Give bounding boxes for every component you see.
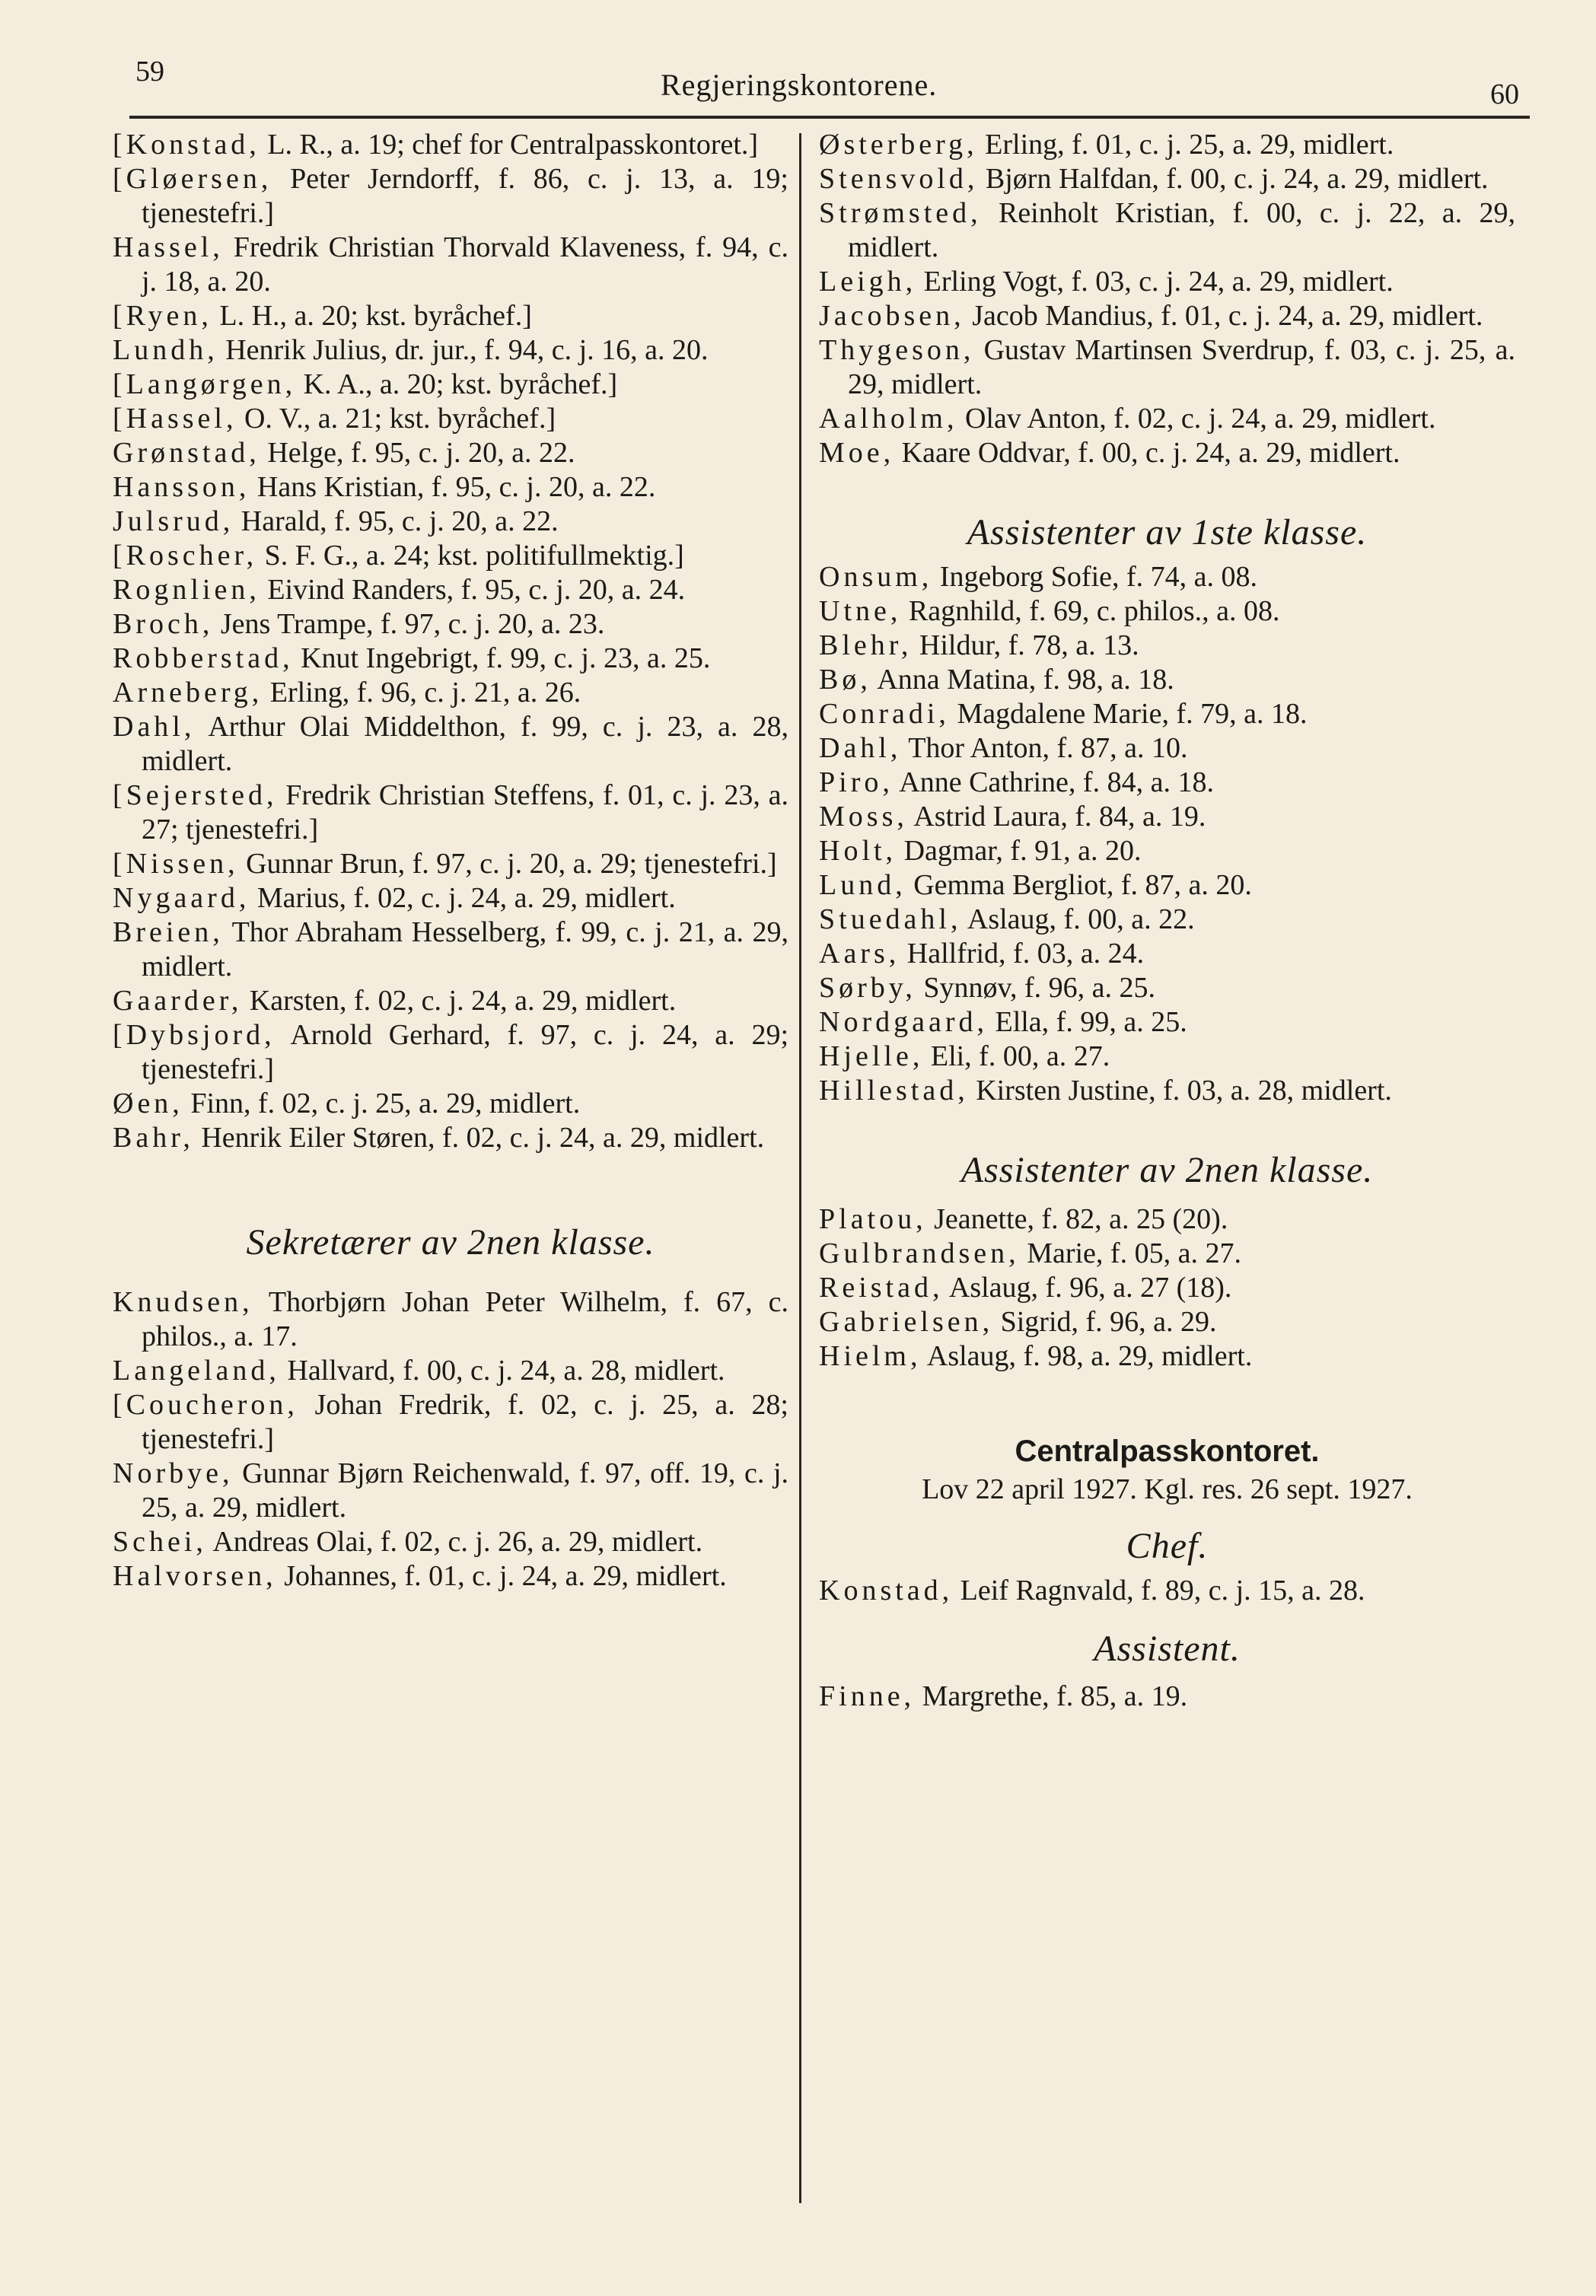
running-title: Regjeringskontorene. [661,68,938,102]
list-item [113,847,788,881]
list-item [113,470,788,505]
list-item [819,937,1515,971]
entry-details: Olav Anton, f. 02, c. j. 24, a. 29, midlert. [957,403,1436,435]
entry-details: Hans Kristian, f. 95, c. j. 20, a. 22. [250,471,656,503]
list-item [113,1121,788,1155]
entry-surname: Moe, [819,437,895,469]
entry-details: L. R., a. 19; chef for Centralpasskontoret.] [260,129,759,161]
entry-surname: Onsum, [819,561,933,593]
entry-details: Thor Anton, f. 87, a. 10. [901,732,1188,764]
entry-surname: Norbye, [113,1457,234,1489]
entry-details: Thorbjørn Johan Peter Wilhelm, f. 67, c. philos., a. 17. [142,1286,788,1352]
entry-details: Kaare Oddvar, f. 00, c. j. 24, a. 29, midlert. [894,437,1400,469]
entry-surname: Stuedahl, [819,903,962,935]
entry-details: Henrik Julius, dr. jur., f. 94, c. j. 16, a. 20. [218,334,709,366]
entry-surname: Hielm, [819,1340,922,1372]
list-item [819,697,1515,731]
entry-details: Arnold Gerhard, f. 97, c. j. 24, a. 29; tjenestefri.] [142,1019,788,1085]
list-item [113,984,788,1018]
list-item [819,436,1515,470]
entry-surname: Julsrud, [113,505,234,537]
section-heading-assistenter-1: Assistenter av 1ste klasse. [967,512,1368,553]
entry-surname: Knudsen, [113,1286,253,1318]
assistenter-2-list [819,1202,1515,1374]
list-item [819,1074,1515,1108]
list-item [819,1237,1515,1271]
entry-surname: Broch, [113,608,214,640]
entry-details: Finn, f. 02, c. j. 25, a. 29, midlert. [183,1087,581,1119]
entry-details: Knut Ingebrigt, f. 99, c. j. 23, a. 25. [293,642,711,674]
entry-details: Hildur, f. 78, a. 13. [912,629,1139,661]
entry-details: Peter Jerndorff, f. 86, c. j. 13, a. 19; tjenestefri.] [142,163,788,229]
entry-surname: Arneberg, [113,677,263,709]
entry-details: Marie, f. 05, a. 27. [1019,1237,1241,1269]
entry-surname: Nordgaard, [819,1006,988,1038]
list-item [819,333,1515,402]
secretary-list-continued [819,128,1515,470]
entry-details: Aslaug, f. 96, a. 27 (18). [943,1272,1232,1304]
entry-surname: Robberstad, [113,642,294,674]
list-item [819,971,1515,1005]
entry-details: Marius, f. 02, c. j. 24, a. 29, midlert. [250,882,676,914]
list-item [113,368,788,402]
entry-details: Bjørn Halfdan, f. 00, c. j. 24, a. 29, midlert. [978,163,1489,195]
entry-details: Thor Abraham Hesselberg, f. 99, c. j. 21, a. 29, midlert. [142,916,788,982]
list-item [113,676,788,710]
entry-details: Sigrid, f. 96, a. 29. [993,1306,1217,1338]
chef-entry [819,1574,1515,1608]
left-column [113,128,788,1594]
entry-surname: Lund, [819,869,906,901]
entry-details: Gunnar Brun, f. 97, c. j. 20, a. 29; tjenestefri.] [238,848,777,880]
assistent-entry [819,1680,1515,1714]
entry-details: Ragnhild, f. 69, c. philos., a. 08. [901,595,1280,627]
entry-surname: Piro, [819,766,894,798]
list-item [819,731,1515,766]
entry-surname: Aars, [819,938,900,970]
list-item [113,299,788,333]
list-item [819,1305,1515,1339]
section-heading-chef: Chef. [1126,1526,1209,1566]
entry-details: O. V., a. 21; kst. byråchef.] [237,403,556,435]
entry-details: Anne Cathrine, f. 84, a. 18. [893,766,1214,798]
entry-surname: Utne, [819,595,902,627]
entry-details: Astrid Laura, f. 84, a. 19. [907,801,1206,833]
entry-surname: Rognlien, [113,574,260,606]
entry-surname: Hillestad, [819,1075,969,1107]
list-item [113,916,788,984]
entry-surname: [Nissen, [113,848,239,880]
list-item [113,436,788,470]
right-column [819,128,1515,1714]
entry-surname: [Dybsjord, [113,1019,276,1051]
entry-surname: Strømsted, [819,197,982,229]
entry-details: Kirsten Justine, f. 03, a. 28, midlert. [968,1075,1392,1107]
entry-surname: Reistad, [819,1272,944,1304]
entry-details: Hallfrid, f. 03, a. 24. [900,938,1145,970]
entry-surname: Dahl, [819,732,902,764]
entry-details: Fredrik Christian Thorvald Klaveness, f. 94, c. j. 18, a. 20. [142,231,788,298]
list-item [819,196,1515,265]
entry-surname: Gaarder, [113,985,243,1017]
entry-details: Jacob Mandius, f. 01, c. j. 24, a. 29, midlert. [964,300,1483,332]
entry-surname: Konstad, [819,1575,954,1607]
list-item [819,162,1515,196]
list-item [819,868,1515,903]
entry-details: Ella, f. 99, a. 25. [987,1006,1187,1038]
entry-surname: Stensvold, [819,163,979,195]
list-item [113,1559,788,1594]
entry-surname: Holt, [819,835,897,867]
entry-details: K. A., a. 20; kst. byråchef.] [296,368,618,400]
entry-surname: [Sejersted, [113,779,278,811]
entry-details: Karsten, f. 02, c. j. 24, a. 29, midlert. [242,985,677,1017]
secretary-list [113,128,788,1155]
entry-details: S. F. G., a. 24; kst. politifullmektig.] [257,540,684,572]
section-heading-sekretaerer: Sekretærer av 2nen klasse. [246,1222,655,1263]
list-item [819,1005,1515,1040]
list-item [113,1018,788,1087]
entry-surname: Langeland, [113,1355,280,1387]
entry-details: Arthur Olai Middelthon, f. 99, c. j. 23, a. 28, midlert. [142,711,788,777]
list-item [113,1354,788,1388]
entry-details: Reinholt Kristian, f. 00, c. j. 22, a. 29, midlert. [848,197,1515,263]
entry-surname: Nygaard, [113,882,250,914]
list-item [113,231,788,299]
entry-details: Johannes, f. 01, c. j. 24, a. 29, midlert. [276,1560,727,1592]
list-item [113,162,788,231]
entry-details: Aslaug, f. 00, a. 22. [961,903,1195,935]
entry-surname: Conradi, [819,698,950,730]
entry-surname: Platou, [819,1203,927,1235]
entry-surname: [Coucheron, [113,1389,298,1421]
entry-surname: [Hassel, [113,403,237,435]
list-item [819,1040,1515,1074]
list-item [819,594,1515,629]
entry-details: Hallvard, f. 00, c. j. 24, a. 28, midlert. [279,1355,725,1387]
entry-surname: Aalholm, [819,403,958,435]
list-item [819,402,1515,436]
entry-details: L. H., a. 20; kst. byråchef.] [212,300,532,332]
entry-details: Henrik Eiler Støren, f. 02, c. j. 24, a. 29, midlert. [193,1122,765,1154]
list-item [819,299,1515,333]
page-number-left: 59 [135,56,164,88]
entry-surname: Hassel, [113,231,224,263]
list-item [113,539,788,573]
entry-surname: [Ryen, [113,300,212,332]
entry-details: Harald, f. 95, c. j. 20, a. 22. [234,505,559,537]
entry-surname: [Gløersen, [113,163,272,195]
list-item [819,265,1515,299]
list-item [819,663,1515,697]
assistenter-1-list [819,560,1515,1108]
entry-surname: Bø, [819,664,871,696]
entry-details: Andreas Olai, f. 02, c. j. 26, a. 29, midlert. [206,1526,703,1558]
entry-details: Dagmar, f. 91, a. 20. [897,835,1142,867]
entry-details: Margrethe, f. 85, a. 19. [915,1680,1188,1712]
entry-details: Gemma Bergliot, f. 87, a. 20. [906,869,1252,901]
entry-surname: [Roscher, [113,540,258,572]
entry-surname: Blehr, [819,629,913,661]
entry-details: Eivind Randers, f. 95, c. j. 20, a. 24. [260,574,686,606]
entry-details: Aslaug, f. 98, a. 29, midlert. [921,1340,1253,1372]
entry-details: Gunnar Bjørn Reichenwald, f. 97, off. 19, c. j. 25, a. 29, midlert. [142,1457,788,1524]
list-item [819,1202,1515,1237]
entry-surname: Schei, [113,1526,207,1558]
list-item [113,573,788,607]
list-item [113,642,788,676]
entry-surname: Grønstad, [113,437,260,469]
entry-details: Helge, f. 95, c. j. 20, a. 22. [260,437,575,469]
page-number-right: 60 [1490,78,1519,110]
entry-details: Jeanette, f. 82, a. 25 (20). [926,1203,1228,1235]
entry-details: Magdalene Marie, f. 79, a. 18. [949,698,1308,730]
office-heading-centralpass: Centralpasskontoret. [1015,1435,1320,1468]
entry-surname: Halvorsen, [113,1560,277,1592]
section-heading-assistent: Assistent. [1094,1629,1241,1669]
list-item [819,629,1515,663]
entry-surname: Breien, [113,916,224,948]
list-item [113,333,788,368]
list-item [113,1087,788,1121]
entry-details: Erling Vogt, f. 03, c. j. 24, a. 29, midlert. [916,266,1394,298]
entry-surname: [Langørgen, [113,368,297,400]
list-item [819,903,1515,937]
entry-details: Fredrik Christian Steffens, f. 01, c. j. 23, a. 27; tjenestefri.] [142,779,788,845]
entry-surname: Finne, [819,1680,916,1712]
list-item [819,834,1515,868]
entry-details: Jens Trampe, f. 97, c. j. 20, a. 23. [213,608,605,640]
entry-details: Synnøv, f. 96, a. 25. [916,972,1156,1004]
entry-surname: Sørby, [819,972,916,1004]
entry-surname: Øen, [113,1087,183,1119]
list-item [113,1525,788,1559]
entry-surname: Lundh, [113,334,218,366]
list-item [819,1339,1515,1374]
entry-surname: Thygeson, [819,334,975,366]
entry-surname: Hansson, [113,471,250,503]
list-item [819,128,1515,162]
entry-surname: Gabrielsen, [819,1306,994,1338]
list-item [819,800,1515,834]
entry-surname: Jacobsen, [819,300,965,332]
entry-surname: Leigh, [819,266,917,298]
list-item [113,607,788,642]
list-item [113,505,788,539]
list-item [113,710,788,779]
entry-surname: Bahr, [113,1122,194,1154]
list-item [819,1271,1515,1305]
entry-details: Anna Matina, f. 98, a. 18. [871,664,1174,696]
list-item [113,1457,788,1525]
list-item [113,1285,788,1354]
entry-details: Erling, f. 96, c. j. 21, a. 26. [263,677,581,709]
list-item [113,779,788,847]
entry-details: Leif Ragnvald, f. 89, c. j. 15, a. 28. [953,1575,1365,1607]
entry-details: Eli, f. 00, a. 27. [923,1040,1110,1072]
entry-surname: Østerberg, [819,129,978,161]
entry-surname: Gulbrandsen, [819,1237,1020,1269]
list-item [819,766,1515,800]
entry-surname: [Konstad, [113,129,260,161]
header-rule [129,116,1530,119]
list-item [113,881,788,916]
list-item [113,402,788,436]
list-item [819,560,1515,594]
entry-details: Ingeborg Sofie, f. 74, a. 08. [932,561,1258,593]
entry-surname: Hjelle, [819,1040,924,1072]
list-item [113,128,788,162]
entry-details: Gustav Martinsen Sverdrup, f. 03, c. j. 25, a. 29, midlert. [848,334,1515,400]
entry-details: Erling, f. 01, c. j. 25, a. 29, midlert. [977,129,1394,161]
list-item [113,1388,788,1457]
entry-surname: Dahl, [113,711,196,743]
entry-surname: Moss, [819,801,908,833]
column-divider [799,133,801,2203]
section-heading-assistenter-2: Assistenter av 2nen klasse. [960,1150,1374,1190]
entry-details: Johan Fredrik, f. 02, c. j. 25, a. 28; tjenestefri.] [142,1389,788,1455]
sekretaerer-list [113,1285,788,1594]
office-legal-basis: Lov 22 april 1927. Kgl. res. 26 sept. 1927. [922,1473,1413,1505]
